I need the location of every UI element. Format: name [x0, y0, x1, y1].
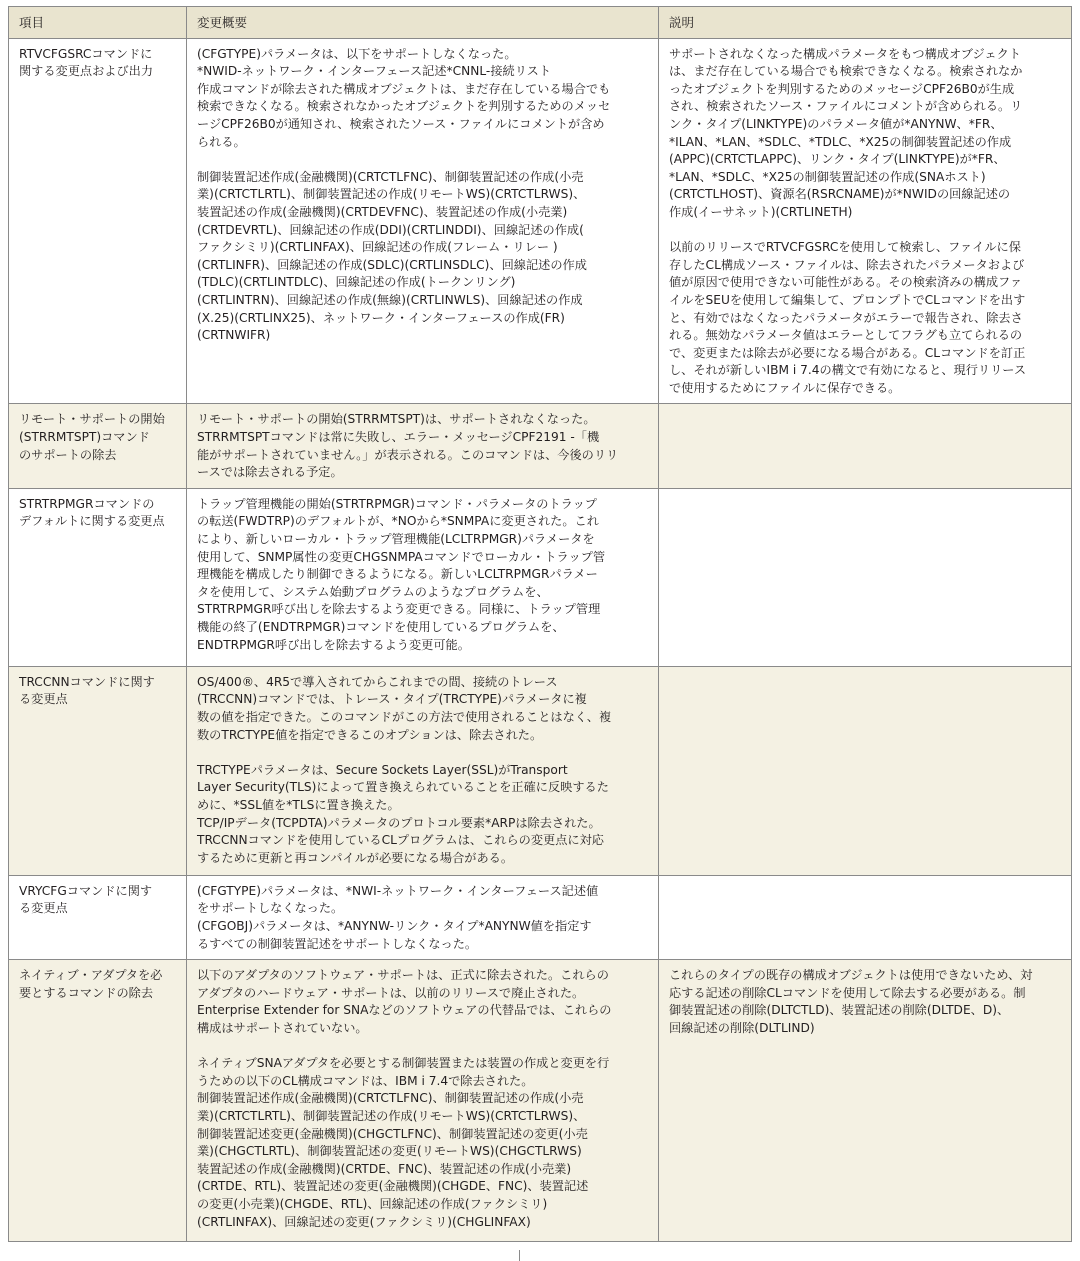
item-text: STRTRPMGRコマンドの デフォルトに関する変更点 — [19, 496, 165, 529]
summary-paragraph: TRCTYPEパラメータは、Secure Sockets Layer(SSL)がTransport Layer Security(TLS)によって置き換えられていることを正確に反映するた めに、*SSL値を*TLSに置き換えた。 TCP/IPデータ(TCPDTA)パラメータのプロトコル要素*ARPは除去された。 TRCCNNコマンドを使用しているCLプログラムは、これらの変更点に対応 するために更新と再コンパイルが必要になる場合がある。 — [197, 762, 609, 865]
summary-cell — [187, 404, 659, 488]
item-text: ネイティブ・アダプタを必 要とするコマンドの除去 — [19, 968, 163, 1000]
item-cell — [9, 404, 187, 488]
table-row — [9, 404, 1072, 488]
changes-table — [8, 6, 1072, 1242]
description-cell — [659, 960, 1072, 1242]
summary-cell — [187, 875, 659, 959]
summary-paragraph: トラップ管理機能の開始(STRTRPMGR)コマンド・パラメータのトラップ の転送(FWDTRP)のデフォルトが、*NOから*SNMPAに変更された。これ により、新しいローカル・トラップ管理機能(LCLTRPMGR)パラメータを 使用して、SNMP属性の変更CHGSNMPAコマンドでローカル・トラップ管 理機能を構成したり制御できるようになる。新しいLCLTRPMGRパラメー タを使用して、システム始動プログラムのようなプログラムを、 STRTRPMGR呼び出しを除去するよう変更できる。同様に、トラップ管理 機能の終了(ENDTRPMGR)コマンドを使用しているプログラムを、 ENDTRPMGR呼び出しを除去するよう変更可能。 — [197, 496, 606, 652]
item-cell — [9, 38, 187, 404]
item-cell — [9, 875, 187, 959]
table-row — [9, 488, 1072, 666]
summary-paragraph: ネイティブSNAアダプタを必要とする制御装置または装置の作成と変更を行 うための以下のCL構成コマンドは、IBM i 7.4で除去された。 制御装置記述作成(金融機関)(CRTCTLFNC)、制御装置記述の作成(小売 業)(CRTCTLRTL)、制御装置記述の作成(リモートWS)(CRTCTLRWS)、 制御装置記述変更(金融機関)(CHGCTLFNC)、制御装置記述の変更(小売 業)(CHGCTLRTL)、制御装置記述の変更(リモートWS)(CHGCTLRWS) 装置記述の作成(金融機関)(CRTDE、FNC)、装置記述の作成(小売業) (CRTDE、RTL)、装置記述の変更(金融機関)(CHGDE、FNC)、装置記述 の変更(小売業)(CHGDE、RTL)、回線記述の作成(ファクシミリ) (CRTLINFAX)、回線記述の変更(ファクシミリ)(CHGLINFAX) — [197, 1056, 610, 1229]
description-cell — [659, 488, 1072, 666]
item-cell — [9, 960, 187, 1242]
item-text: TRCCNNコマンドに関す る変更点 — [19, 674, 155, 707]
summary-paragraph: リモート・サポートの開始(STRRMTSPT)は、サポートされなくなった。 STRRMTSPTコマンドは常に失敗し、エラー・メッセージCPF2191 -「機 能がサポートされていません。」が表示される。このコマンドは、今後のリリ ースでは除去される予定。 — [197, 412, 619, 480]
summary-cell — [187, 960, 659, 1242]
table-row — [9, 38, 1072, 404]
header-description: 説明 — [659, 7, 1072, 39]
description-cell — [659, 875, 1072, 959]
item-cell — [9, 666, 187, 875]
table-row — [9, 875, 1072, 959]
summary-paragraph: (CFGTYPE)パラメータは、以下をサポートしなくなった。 *NWID-ネットワーク・インターフェース記述*CNNL-接続リスト 作成コマンドが除去された構成オブジェクトは、まだ存在している場合でも 検索できなくなる。検索されなかったオブジェクトを判別するためのメッセ ージCPF26B0が通知され、検索されたソース・ファイルにコメントが含め られる。 — [197, 46, 611, 149]
header-summary: 変更概要 — [187, 7, 659, 39]
description-cell — [659, 404, 1072, 488]
summary-cell — [187, 488, 659, 666]
header-row — [9, 7, 1072, 39]
summary-paragraph: 以下のアダプタのソフトウェア・サポートは、正式に除去された。これらの アダプタのハードウェア・サポートは、以前のリリースで廃止された。 Enterprise Extender for SNAなどのソフトウェアの代替品では、これらの 構成はサポートされていない。 — [197, 968, 612, 1035]
item-text: RTVCFGSRCコマンドに 関する変更点および出力 — [19, 46, 154, 79]
description-paragraph: これらのタイプの既存の構成オブジェクトは使用できないため、対 応する記述の削除CLコマンドを使用して除去する必要がある。制 御装置記述の削除(DLTCTLD)、装置記述の削除(DLTDE、D)、 回線記述の削除(DLTLIND) — [669, 968, 1033, 1035]
table-row — [9, 960, 1072, 1242]
item-text: VRYCFGコマンドに関す る変更点 — [19, 883, 153, 916]
item-text: リモート・サポートの開始 (STRRMTSPT)コマンド のサポートの除去 — [19, 412, 165, 462]
description-cell — [659, 38, 1072, 404]
summary-paragraph: 制御装置記述作成(金融機関)(CRTCTLFNC)、制御装置記述の作成(小売 業)(CRTCTLRTL)、制御装置記述の作成(リモートWS)(CRTCTLRWS)、 装置記述の作成(金融機関)(CRTDEVFNC)、装置記述の作成(小売業) (CRTDEVRTL)、回線記述の作成(DDI)(CRTLINDDI)、回線記述の作成( ファクシミリ)(CRTLINFAX)、回線記述の作成(フレーム・リレー ) (CRTLINFR)、回線記述の作成(SDLC)(CRTLINSDLC)、回線記述の作成 (TDLC)(CRTLINTDLC)、回線記述の作成(トークンリング) (CRTLINTRN)、回線記述の作成(無線)(CRTLINWLS)、回線記述の作成 (X.25)(CRTLINX25)、ネットワーク・インターフェースの作成(FR) (CRTNWIFR) — [197, 169, 587, 343]
item-cell — [9, 488, 187, 666]
summary-paragraph: (CFGTYPE)パラメータは、*NWI-ネットワーク・インターフェース記述値 をサポートしなくなった。 (CFGOBJ)パラメータは、*ANYNW-リンク・タイプ*ANYNW値を指定す るすべての制御装置記述をサポートしなくなった。 — [197, 883, 599, 951]
summary-cell — [187, 38, 659, 404]
header-item: 項目 — [9, 7, 187, 39]
summary-paragraph: OS/400®、4R5で導入されてからこれまでの間、接続のトレース (TRCCNN)コマンドでは、トレース・タイプ(TRCTYPE)パラメータに複 数の値を指定できた。このコマンドがこの方法で使用されることはなく、複 数のTRCTYPE値を指定できるこのオプションは、除去された。 — [197, 674, 612, 742]
table-row — [9, 666, 1072, 875]
page-divider-stub — [519, 1250, 520, 1261]
description-paragraph: 以前のリリースでRTVCFGSRCを使用して検索し、ファイルに保 存したCL構成ソース・ファイルは、除去されたパラメータおよび 値が原因で使用できない可能性がある。その検索済みの構成ファ イルをSEUを使用して編集して、プロンプトでCLコマンドを出す と、有効ではなくなったパラメータがエラーで報告され、除去さ れる。無効なパラメータ値はエラーとしてフラグも立てられるの で、変更または除去が必要になる場合がある。CLコマンドを訂正 し、それが新しいIBM i 7.4の構文で有効になると、現行リリース で使用するためにファイルに保存できる。 — [669, 240, 1027, 395]
description-paragraph: サポートされなくなった構成パラメータをもつ構成オブジェクト は、まだ存在している場合でも検索できなくなる。検索されなか ったオブジェクトを判別するためのメッセージCPF26B0が生成 され、検索されたソース・ファイルにコメントが含められる。リ ンク・タイプ(LINKTYPE)のパラメータ値が*ANYNW、*FR、 *ILAN、*LAN、*SDLC、*TDLC、*X25の制御装置記述の作成 (APPC)(CRTCTLAPPC)、リンク・タイプ(LINKTYPE)が*FR、 *LAN、*SDLC、*X25の制御装置記述の作成(SNAホスト) (CRTCTLHOST)、資源名(RSRCNAME)が*NWIDの回線記述の 作成(イーサネット)(CRTLINETH) — [669, 46, 1023, 219]
description-cell — [659, 666, 1072, 875]
summary-cell — [187, 666, 659, 875]
